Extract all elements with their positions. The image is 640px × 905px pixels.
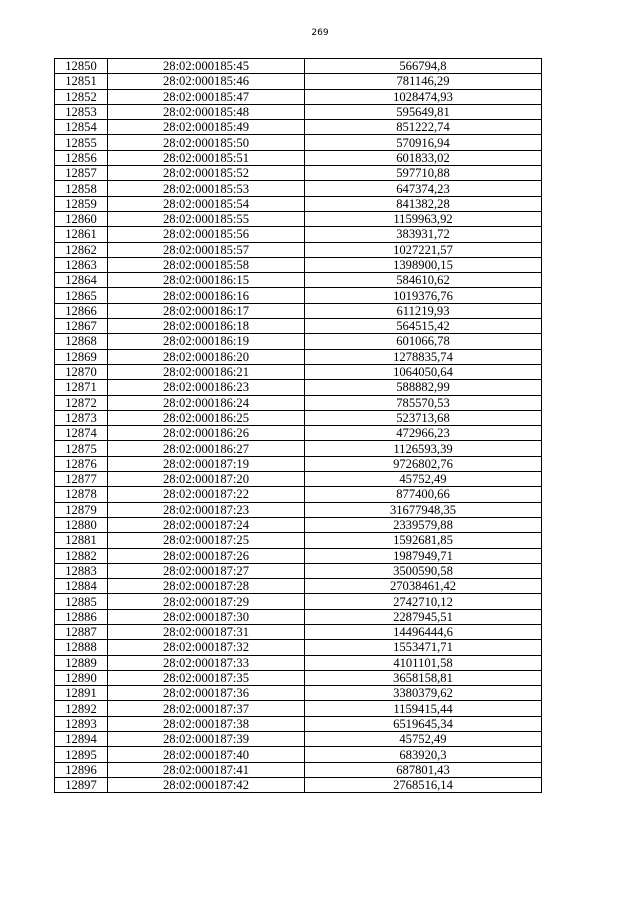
table-row — [55, 517, 542, 532]
value-cell: 584610,62 — [305, 273, 542, 288]
row-number-cell: 12871 — [55, 380, 108, 395]
cadastral-number-cell: 28:02:000186:24 — [108, 395, 305, 410]
cadastral-number-cell: 28:02:000185:55 — [108, 211, 305, 226]
row-number-cell: 12857 — [55, 166, 108, 181]
table-row — [55, 395, 542, 410]
cadastral-number-cell: 28:02:000187:30 — [108, 609, 305, 624]
row-number-cell: 12853 — [55, 104, 108, 119]
table-row — [55, 609, 542, 624]
cadastral-number-cell: 28:02:000186:25 — [108, 410, 305, 425]
row-number-cell: 12882 — [55, 548, 108, 563]
cadastral-number-cell: 28:02:000186:26 — [108, 426, 305, 441]
value-cell: 2287945,51 — [305, 609, 542, 624]
row-number-cell: 12884 — [55, 579, 108, 594]
row-number-cell: 12895 — [55, 747, 108, 762]
cadastral-value-table — [54, 58, 542, 793]
row-number-cell: 12868 — [55, 334, 108, 349]
cadastral-number-cell: 28:02:000187:31 — [108, 624, 305, 639]
row-number-cell: 12856 — [55, 150, 108, 165]
value-cell: 597710,88 — [305, 166, 542, 181]
table-row — [55, 410, 542, 425]
table-row — [55, 150, 542, 165]
row-number-cell: 12894 — [55, 732, 108, 747]
table-row — [55, 166, 542, 181]
cadastral-number-cell: 28:02:000185:53 — [108, 181, 305, 196]
table-row — [55, 777, 542, 792]
row-number-cell: 12880 — [55, 517, 108, 532]
value-cell: 566794,8 — [305, 59, 542, 74]
row-number-cell: 12862 — [55, 242, 108, 257]
table-row — [55, 732, 542, 747]
table-row — [55, 74, 542, 89]
cadastral-number-cell: 28:02:000186:16 — [108, 288, 305, 303]
row-number-cell: 12851 — [55, 74, 108, 89]
table-row — [55, 747, 542, 762]
value-cell: 781146,29 — [305, 74, 542, 89]
cadastral-number-cell: 28:02:000185:46 — [108, 74, 305, 89]
row-number-cell: 12890 — [55, 670, 108, 685]
table-row — [55, 349, 542, 364]
value-cell: 1027221,57 — [305, 242, 542, 257]
cadastral-number-cell: 28:02:000187:23 — [108, 502, 305, 517]
row-number-cell: 12865 — [55, 288, 108, 303]
table-row — [55, 89, 542, 104]
row-number-cell: 12854 — [55, 120, 108, 135]
cadastral-number-cell: 28:02:000187:24 — [108, 517, 305, 532]
row-number-cell: 12886 — [55, 609, 108, 624]
row-number-cell: 12870 — [55, 364, 108, 379]
value-cell: 687801,43 — [305, 762, 542, 777]
cadastral-number-cell: 28:02:000187:40 — [108, 747, 305, 762]
cadastral-number-cell: 28:02:000187:26 — [108, 548, 305, 563]
cadastral-number-cell: 28:02:000186:17 — [108, 303, 305, 318]
table-row — [55, 487, 542, 502]
table-row — [55, 563, 542, 578]
value-cell: 6519645,34 — [305, 716, 542, 731]
row-number-cell: 12885 — [55, 594, 108, 609]
value-cell: 570916,94 — [305, 135, 542, 150]
value-cell: 2742710,12 — [305, 594, 542, 609]
value-cell: 647374,23 — [305, 181, 542, 196]
cadastral-number-cell: 28:02:000186:23 — [108, 380, 305, 395]
row-number-cell: 12887 — [55, 624, 108, 639]
table-row — [55, 762, 542, 777]
row-number-cell: 12869 — [55, 349, 108, 364]
value-cell: 683920,3 — [305, 747, 542, 762]
value-cell: 601066,78 — [305, 334, 542, 349]
cadastral-number-cell: 28:02:000185:50 — [108, 135, 305, 150]
cadastral-number-cell: 28:02:000186:27 — [108, 441, 305, 456]
table-row — [55, 686, 542, 701]
value-cell: 3500590,58 — [305, 563, 542, 578]
cadastral-number-cell: 28:02:000187:19 — [108, 456, 305, 471]
row-number-cell: 12866 — [55, 303, 108, 318]
cadastral-number-cell: 28:02:000186:19 — [108, 334, 305, 349]
value-cell: 611219,93 — [305, 303, 542, 318]
value-cell: 785570,53 — [305, 395, 542, 410]
table-row — [55, 364, 542, 379]
table-row — [55, 502, 542, 517]
table-row — [55, 319, 542, 334]
value-cell: 27038461,42 — [305, 579, 542, 594]
value-cell: 45752,49 — [305, 732, 542, 747]
table-row — [55, 211, 542, 226]
row-number-cell: 12867 — [55, 319, 108, 334]
table-row — [55, 196, 542, 211]
table-row — [55, 120, 542, 135]
value-cell: 472966,23 — [305, 426, 542, 441]
cadastral-number-cell: 28:02:000187:36 — [108, 686, 305, 701]
row-number-cell: 12896 — [55, 762, 108, 777]
row-number-cell: 12855 — [55, 135, 108, 150]
cadastral-number-cell: 28:02:000187:33 — [108, 655, 305, 670]
value-cell: 1278835,74 — [305, 349, 542, 364]
row-number-cell: 12850 — [55, 59, 108, 74]
value-cell: 1028474,93 — [305, 89, 542, 104]
cadastral-number-cell: 28:02:000185:49 — [108, 120, 305, 135]
value-cell: 31677948,35 — [305, 502, 542, 517]
table-row — [55, 456, 542, 471]
row-number-cell: 12874 — [55, 426, 108, 441]
table-row — [55, 135, 542, 150]
cadastral-number-cell: 28:02:000185:56 — [108, 227, 305, 242]
value-cell: 45752,49 — [305, 472, 542, 487]
cadastral-number-cell: 28:02:000187:35 — [108, 670, 305, 685]
table-row — [55, 334, 542, 349]
value-cell: 877400,66 — [305, 487, 542, 502]
table-row — [55, 288, 542, 303]
value-cell: 564515,42 — [305, 319, 542, 334]
row-number-cell: 12859 — [55, 196, 108, 211]
value-cell: 2339579,88 — [305, 517, 542, 532]
cadastral-number-cell: 28:02:000187:37 — [108, 701, 305, 716]
row-number-cell: 12864 — [55, 273, 108, 288]
row-number-cell: 12893 — [55, 716, 108, 731]
value-cell: 851222,74 — [305, 120, 542, 135]
cadastral-number-cell: 28:02:000187:32 — [108, 640, 305, 655]
row-number-cell: 12891 — [55, 686, 108, 701]
value-cell: 1126593,39 — [305, 441, 542, 456]
cadastral-number-cell: 28:02:000187:25 — [108, 533, 305, 548]
cadastral-number-cell: 28:02:000187:28 — [108, 579, 305, 594]
table-row — [55, 104, 542, 119]
row-number-cell: 12889 — [55, 655, 108, 670]
table-row — [55, 181, 542, 196]
cadastral-number-cell: 28:02:000187:29 — [108, 594, 305, 609]
row-number-cell: 12888 — [55, 640, 108, 655]
table-body — [55, 59, 542, 793]
table-row — [55, 640, 542, 655]
row-number-cell: 12897 — [55, 777, 108, 792]
value-cell: 14496444,6 — [305, 624, 542, 639]
table-row — [55, 59, 542, 74]
row-number-cell: 12876 — [55, 456, 108, 471]
cadastral-number-cell: 28:02:000186:20 — [108, 349, 305, 364]
value-cell: 4101101,58 — [305, 655, 542, 670]
page-number: 269 — [311, 28, 329, 38]
cadastral-number-cell: 28:02:000185:47 — [108, 89, 305, 104]
table-row — [55, 533, 542, 548]
table-row — [55, 441, 542, 456]
table-row — [55, 303, 542, 318]
value-cell: 1987949,71 — [305, 548, 542, 563]
table-row — [55, 670, 542, 685]
cadastral-number-cell: 28:02:000185:48 — [108, 104, 305, 119]
cadastral-number-cell: 28:02:000185:51 — [108, 150, 305, 165]
table-row — [55, 426, 542, 441]
cadastral-number-cell: 28:02:000186:15 — [108, 273, 305, 288]
row-number-cell: 12863 — [55, 257, 108, 272]
cadastral-number-cell: 28:02:000187:20 — [108, 472, 305, 487]
table-row — [55, 716, 542, 731]
row-number-cell: 12878 — [55, 487, 108, 502]
value-cell: 841382,28 — [305, 196, 542, 211]
table-row — [55, 227, 542, 242]
cadastral-number-cell: 28:02:000187:27 — [108, 563, 305, 578]
row-number-cell: 12873 — [55, 410, 108, 425]
row-number-cell: 12892 — [55, 701, 108, 716]
value-cell: 523713,68 — [305, 410, 542, 425]
cadastral-number-cell: 28:02:000186:21 — [108, 364, 305, 379]
cadastral-number-cell: 28:02:000187:42 — [108, 777, 305, 792]
cadastral-number-cell: 28:02:000185:54 — [108, 196, 305, 211]
table-row — [55, 273, 542, 288]
table-row — [55, 579, 542, 594]
row-number-cell: 12861 — [55, 227, 108, 242]
value-cell: 1553471,71 — [305, 640, 542, 655]
table-row — [55, 548, 542, 563]
value-cell: 595649,81 — [305, 104, 542, 119]
row-number-cell: 12881 — [55, 533, 108, 548]
table-row — [55, 242, 542, 257]
cadastral-number-cell: 28:02:000187:41 — [108, 762, 305, 777]
value-cell: 3380379,62 — [305, 686, 542, 701]
value-cell: 9726802,76 — [305, 456, 542, 471]
row-number-cell: 12875 — [55, 441, 108, 456]
table-row — [55, 624, 542, 639]
value-cell: 588882,99 — [305, 380, 542, 395]
value-cell: 1592681,85 — [305, 533, 542, 548]
row-number-cell: 12858 — [55, 181, 108, 196]
table-row — [55, 380, 542, 395]
value-cell: 383931,72 — [305, 227, 542, 242]
row-number-cell: 12872 — [55, 395, 108, 410]
cadastral-number-cell: 28:02:000186:18 — [108, 319, 305, 334]
value-cell: 1064050,64 — [305, 364, 542, 379]
row-number-cell: 12879 — [55, 502, 108, 517]
value-cell: 2768516,14 — [305, 777, 542, 792]
cadastral-number-cell: 28:02:000187:39 — [108, 732, 305, 747]
row-number-cell: 12860 — [55, 211, 108, 226]
value-cell: 1159415,44 — [305, 701, 542, 716]
cadastral-number-cell: 28:02:000187:38 — [108, 716, 305, 731]
value-cell: 1159963,92 — [305, 211, 542, 226]
table-row — [55, 655, 542, 670]
cadastral-number-cell: 28:02:000185:57 — [108, 242, 305, 257]
value-cell: 3658158,81 — [305, 670, 542, 685]
table-row — [55, 594, 542, 609]
value-cell: 1398900,15 — [305, 257, 542, 272]
cadastral-number-cell: 28:02:000185:52 — [108, 166, 305, 181]
cadastral-number-cell: 28:02:000185:58 — [108, 257, 305, 272]
row-number-cell: 12877 — [55, 472, 108, 487]
row-number-cell: 12852 — [55, 89, 108, 104]
cadastral-number-cell: 28:02:000187:22 — [108, 487, 305, 502]
table-row — [55, 257, 542, 272]
row-number-cell: 12883 — [55, 563, 108, 578]
value-cell: 1019376,76 — [305, 288, 542, 303]
cadastral-number-cell: 28:02:000185:45 — [108, 59, 305, 74]
table-row — [55, 472, 542, 487]
table-row — [55, 701, 542, 716]
value-cell: 601833,02 — [305, 150, 542, 165]
